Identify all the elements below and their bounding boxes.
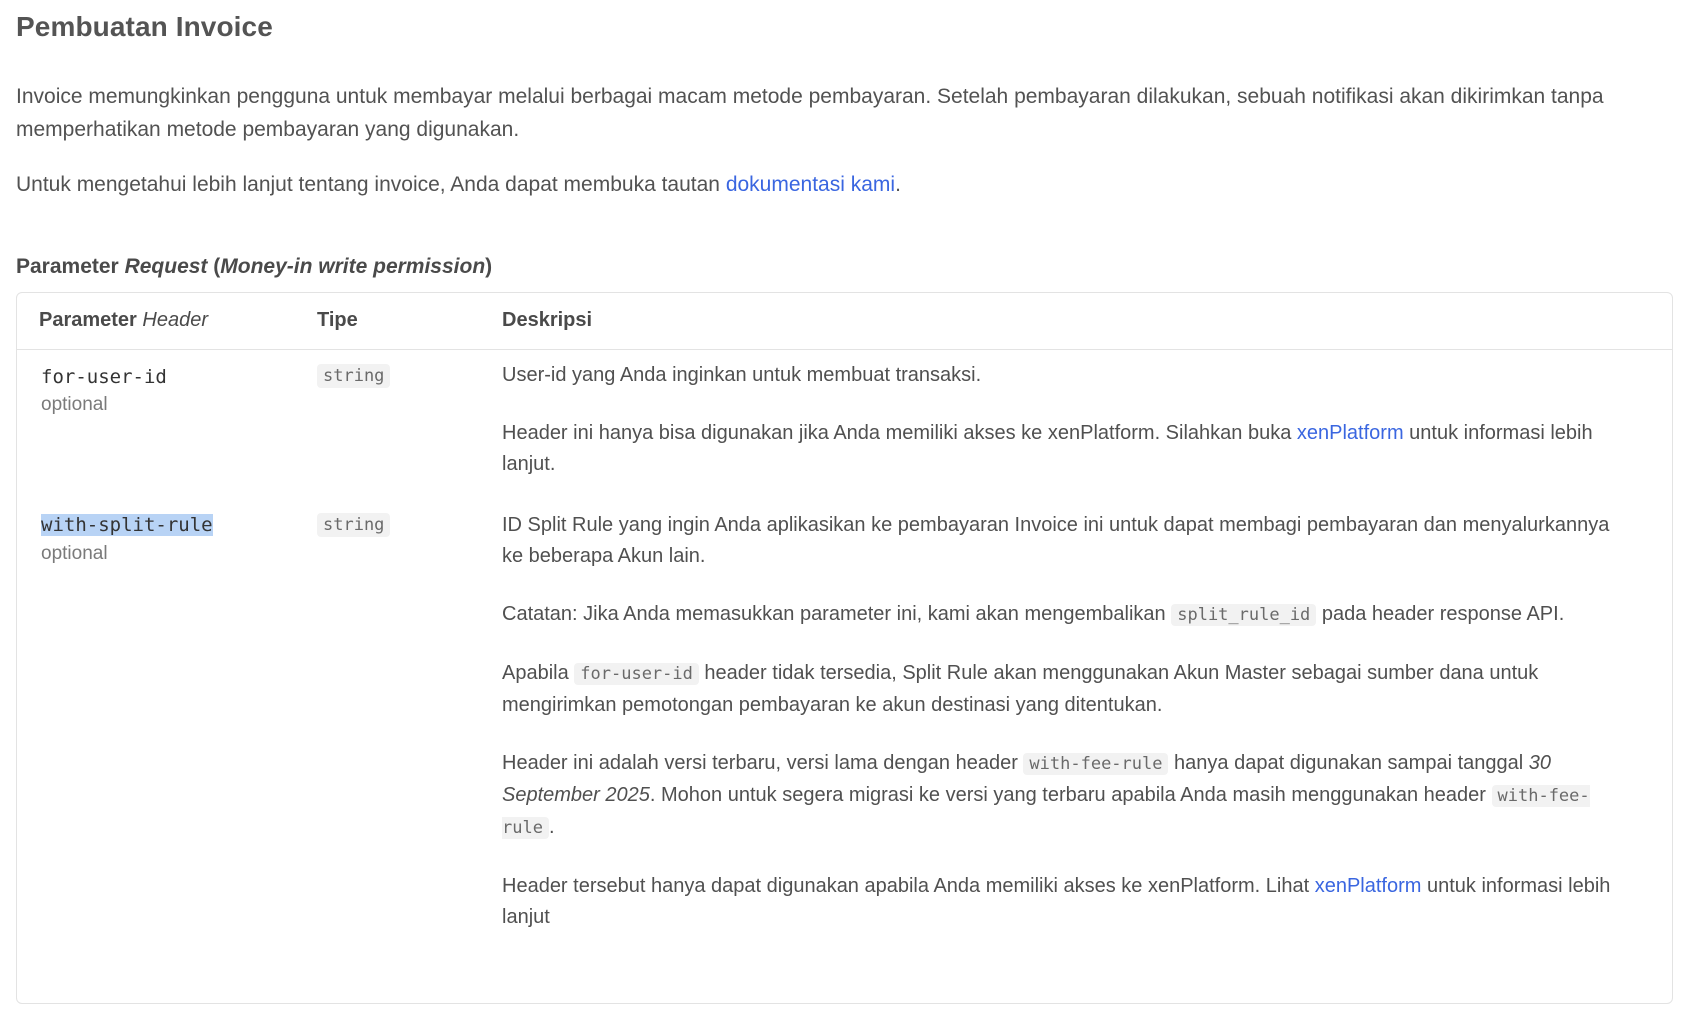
section-heading bbox=[16, 253, 1668, 281]
param-name: for-user-id bbox=[41, 366, 167, 388]
description-text: ID Split Rule yang ingin Anda aplikasikan ke pembayaran Invoice ini untuk dapat membagi pembayaran dan menyalurkannya ke beberapa Akun lain. bbox=[502, 514, 1610, 567]
section-heading-prefix: Parameter bbox=[16, 255, 125, 278]
param-optional: optional bbox=[41, 394, 108, 415]
xenplatform-link[interactable]: xenPlatform bbox=[1296, 422, 1404, 444]
header-parameter bbox=[39, 309, 208, 332]
selected-text: with-split-rule bbox=[41, 514, 213, 536]
description-text-part: . bbox=[548, 816, 555, 838]
inline-code: for-user-id bbox=[574, 663, 699, 685]
section-heading-paren: ( bbox=[207, 255, 221, 278]
header-parameter-label: Parameter bbox=[39, 309, 143, 331]
description-text-part: hanya dapat digunakan sampai tanggal bbox=[1168, 752, 1529, 774]
param-optional: optional bbox=[41, 543, 108, 564]
section-heading-permission: Money-in write permission bbox=[220, 255, 486, 278]
description-text-part: pada header response API. bbox=[1316, 603, 1565, 625]
param-description bbox=[502, 510, 1612, 933]
table-header bbox=[17, 293, 1672, 350]
xenplatform-link[interactable]: xenPlatform bbox=[1314, 875, 1422, 897]
intro-paragraph: Invoice memungkinkan pengguna untuk membayar melalui berbagai macam metode pembayaran. Setelah pembayaran dilakukan, sebuah notifikasi akan dikirimkan tanpa memperhatikan metode pembayaran yang digunakan. bbox=[16, 85, 1604, 141]
description-text-part: Header tersebut hanya dapat digunakan apabila Anda memiliki akses ke xenPlatform. Lihat bbox=[502, 875, 1315, 897]
section-heading-paren-close: ) bbox=[485, 255, 493, 278]
description-text-part: header tidak tersedia, Split Rule akan menggunakan Akun Master sebagai sumber dana untuk mengirimkan pemotongan pembayaran ke akun destinasi yang ditentukan. bbox=[502, 662, 1539, 716]
description-text-part: Apabila bbox=[502, 662, 575, 684]
inline-code: split_rule_id bbox=[1171, 604, 1316, 626]
intro-period: . bbox=[895, 173, 901, 196]
description-text-part: untuk informasi lebih lanjut. bbox=[502, 422, 1593, 475]
inline-code: with-fee-rule bbox=[502, 786, 1590, 838]
description-text-part: Header ini adalah versi terbaru, versi lama dengan header bbox=[502, 752, 1024, 774]
description-text-part: Catatan: Jika Anda memasukkan parameter ini, kami akan mengembalikan bbox=[502, 603, 1172, 625]
description-text bbox=[502, 658, 1612, 721]
inline-code: with-fee-rule bbox=[1023, 753, 1168, 775]
header-description: Deskripsi bbox=[502, 309, 593, 331]
page-title: Pembuatan Invoice bbox=[16, 11, 273, 42]
header-type: Tipe bbox=[317, 309, 358, 331]
param-name bbox=[41, 514, 213, 536]
description-text bbox=[502, 871, 1612, 933]
parameters-table bbox=[16, 292, 1673, 1004]
section-heading-request: Request bbox=[124, 255, 208, 278]
deadline-date: 30 September 2025 bbox=[502, 752, 1552, 806]
intro-paragraph-link bbox=[16, 168, 1668, 201]
type-badge: string bbox=[317, 364, 390, 388]
header-parameter-italic: Header bbox=[142, 309, 209, 331]
description-text bbox=[502, 748, 1612, 844]
description-text: User-id yang Anda inginkan untuk membuat transaksi. bbox=[502, 364, 982, 386]
documentation-link[interactable]: dokumentasi kami bbox=[725, 173, 896, 196]
description-text bbox=[502, 418, 1612, 480]
description-text-part: untuk informasi lebih lanjut bbox=[502, 875, 1611, 928]
description-text bbox=[502, 599, 1612, 631]
page-content bbox=[0, 0, 1684, 281]
description-text-part: Header ini hanya bisa digunakan jika Anda memiliki akses ke xenPlatform. Silahkan buka bbox=[502, 422, 1297, 444]
intro-text: Untuk mengetahui lebih lanjut tentang invoice, Anda dapat membuka tautan bbox=[16, 173, 726, 196]
description-text-part: . Mohon untuk segera migrasi ke versi yang terbaru apabila Anda masih menggunakan header bbox=[649, 784, 1492, 806]
type-badge: string bbox=[317, 513, 390, 537]
param-description bbox=[502, 360, 1612, 480]
